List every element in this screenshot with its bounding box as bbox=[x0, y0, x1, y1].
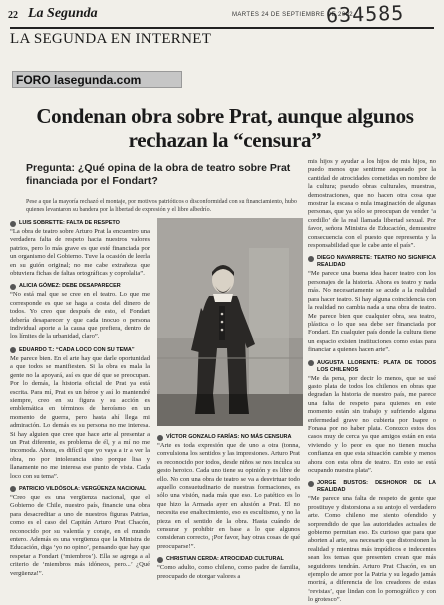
opinion-text: “Arte es toda expresión que de uno a otra (tonna, convulsiona los sentidos y las impresiones. Arturo Prat es reconocido por todos, desde niños se nos inculca su gesto heroico. Cada uno tiene su opinión y es libre de ello. No con una obra de teatro se va a desvirtuar todo aquello consuetudinario de nuestras formaciones, es sólo una visión, nada más que eso. Lo patético es lo que hizo la Armada ayer en alusión a Prat. El no necesita ese enaltecimiento, eso es escultismo, y no la pieza en el sentido de la obra. Hasta cuándo de censurar y prohibir en base a lo que algunos consideran correcto, ¡Por favor, hay otras cosas de qué preocuparse!”. bbox=[157, 442, 300, 550]
opinion-author: VÍCTOR GONZALO FARÍAS: NO MÁS CENSURA bbox=[166, 434, 292, 440]
opinion-author: LUIS SOBRETTE: FALTA DE RESPETO bbox=[19, 220, 120, 226]
column-left bbox=[10, 220, 150, 583]
opinion-text: “Creo que es una vergüenza nacional, que el Gobierno de Chile, nuestro país, financie una obra para desacreditar a uno de nuestros figuras Patrias, como es el caso del Capitán Arturo Prat Chacón, reconocido por su valentía y coraje, en el mundo entero. Además es una vergüenza que la Ministra de Educación, diga ‘yo no opino’, pensando que hay que respetar a Fondart (‘miembros’). Ella se agrega a al criterio de ‘miembros más idóneos, pero...’ ¿Qué vergüenza!”. bbox=[10, 493, 150, 577]
bullet-icon bbox=[10, 347, 16, 353]
opinion-item bbox=[10, 283, 150, 341]
page-number: 22 bbox=[8, 10, 18, 21]
opinion-item bbox=[308, 360, 436, 476]
opinion-author: JORGE BUSTOS: DESHONOR DE LA REALIDAD bbox=[317, 480, 436, 494]
opinion-text: “Me parece una buena idea hacer teatro con los personajes de la historia. Ahora es teatro y nada más. No necesariamente se acude a la realidad para hacer teatro. Si hay alguna coincidencia con la realidad no cambia nada a una obra de teatro. Me parece bien que cualquier obra, sea teatro, plástica o lo que sea debe ser financiada por Fondart. En cualquier país donde la cultura tiene un espacio existen instituciones como estas para financiar a quienes hacen arte”. bbox=[308, 270, 436, 354]
opinion-text: “No está mal que se cree en el teatro. Lo que me corresponde es que se haga a costa del dinero de todos. Yo creo que después de esto, el Fondart debería desaparecer y que cada inocuo o persona individual aporte a la causa que prefiera, dentro de los límites de la urbanidad, claro”. bbox=[10, 291, 150, 341]
opinion-item bbox=[157, 434, 300, 551]
opinion-author: CHRISTIAN CERDA: ATROCIDAD CULTURAL bbox=[166, 556, 284, 563]
opinion-item bbox=[10, 347, 150, 481]
bullet-icon bbox=[308, 481, 314, 487]
prat-portrait-photo bbox=[157, 218, 303, 426]
bullet-icon bbox=[308, 256, 314, 262]
opinion-text: “La obra de teatro sobre Arturo Prat la encuentro una verdadera falta de respeto hacia nuestros valores patrios, pero lo más grave es que esté financiada por un organismo del Gobierno. Tuve la ocasión de leerla en su guión original; no me cabe extrañeza que obtuviera fichas de faltas ortográficas y coprolalia”. bbox=[10, 228, 150, 278]
column-right bbox=[308, 158, 436, 604]
opinion-text: Me parece bien. En el arte hay que darle oportunidad a que todos se manifiesten. Si la obra es mala la gente no la apoyará, así es que dé que se preocupan. Por lo demás, la historia oficial de Prat ya está escrita. Para mí, Prat es un héroe y así lo mantendré siempre, creo en su figura y su acción es emblemática en términos de heroísmo en un momento de guerra, pero hasta ahí llega mi admiración. Lo demás es su persona no me interesa. Si hay alguien que cree que hace arte al presentar a un Prat diferente, es problema de él, y a mí no me incomoda. Ahora, es difícil que yo vaya a ir a ver la obra, no por intolerancia sino porque lisa y llanamente no me interesa ese punto de vista. Cada loco con su tema”. bbox=[10, 354, 150, 480]
opinion-text: “Como adulto, como chileno, como padre de familia, preocupado de otorgar valores a bbox=[157, 564, 300, 580]
foro-tag-label: FORO lasegunda.com bbox=[16, 73, 142, 87]
opinion-author: AUGUSTA LLORENTE: PLATA DE TODOS LOS CHILENOS bbox=[317, 359, 436, 373]
opinion-item bbox=[308, 255, 436, 354]
opinion-continuation bbox=[308, 158, 436, 250]
opinion-item bbox=[10, 220, 150, 278]
issue-date: MARTES 24 DE SEPTIEMBRE DE 2002 bbox=[232, 12, 353, 18]
opinion-text: “Me da pena, por decir lo menos, que se usé gasto plata de todos los chilenos en obras que degradan la historia de nuestro país, me parece una falta de respeto para quienes en este momento están sin trabajo y sufriendo alguna enfermedad grave no cubierta por Isapre o Fonasa por no haber plata. Conozco estos dos casos muy de cerca ya que amigos están en esta viviendo y lo peor es que no tienen mucha confianza en que esta situación cambie y menos ahora con esta obra de teatro. En esto se está ocupando nuestra plata”. bbox=[308, 374, 436, 474]
bullet-icon bbox=[157, 557, 163, 563]
bullet-icon bbox=[10, 221, 16, 227]
handwritten-clip-id: 634585 bbox=[325, 0, 405, 28]
opinion-author: ALICIA GÓMEZ: DEBE DESAPARECER bbox=[19, 283, 121, 290]
bullet-icon bbox=[10, 486, 16, 492]
section-title: LA SEGUNDA EN INTERNET bbox=[10, 31, 212, 47]
opinion-item bbox=[10, 486, 150, 578]
opinion-item bbox=[308, 480, 436, 604]
opinion-text: mis hijos y ayudar a los hijos de mis hijos, no puedo menos que sentirme asqueado por la cantidad de atrocidades cometidas en nombre de la cultura; pseudo obras culturales, muestras, demostraciones, que no hacen otra cosa que mostrar la escasa o nula imaginación de algunas personas, que ya sólo se preocupan de vender ‘a cordillo’ de la real llamada libertad sexual. Por favor, señora Ministra de Educación, demuestre consecuencia con el puesto que representa y la responsabilidad que le cabe ante el país”. bbox=[308, 158, 436, 250]
bullet-icon bbox=[157, 435, 163, 441]
bullet-icon bbox=[10, 284, 16, 290]
intro-text: Pese a que la mayoría rechazó el montaje, por motivos patrióticos o disconformidad con su financiamiento, hubo quienes levantaron su bandera por la libertad de expresión y el libre albedrío. bbox=[26, 199, 297, 213]
column-middle bbox=[157, 434, 300, 586]
masthead bbox=[8, 0, 438, 28]
section-rule bbox=[10, 27, 434, 29]
bullet-icon bbox=[308, 360, 314, 366]
foro-tag bbox=[12, 71, 182, 88]
headline: Condenan obra sobre Prat, aunque algunos rechazan la “censura” bbox=[36, 104, 414, 152]
paper-name: La Segunda bbox=[28, 6, 98, 21]
question: Pregunta: ¿Qué opina de la obra de teatro sobre Prat financiada por el Fondart? bbox=[26, 162, 291, 187]
portrait-illustration bbox=[157, 218, 303, 426]
opinion-author: EDUARDO T.: “CADA LOCO CON SU TEMA” bbox=[19, 346, 135, 353]
opinion-text: “Me parece una falta de respeto de gente que prostituye y distorsiona a su antojo el verdadero arte. Como chileno me siento ofendido y sorprendido de que las autoridades actuales de gobierno permitan eso. Es curioso que para que aborten al arte, sea necesario que distorsionen la realidad y mientras más impúdicos e indecentes sean los temas que presenten crean que más seguidores tendrán. Arturo Prat Chacón, es un ejemplo de amor por la Patria y su legado jamás morirá, a diferencia de los creadores de estas ‘revistas’, que lindan con lo pornográfico y con lo grotesco”. bbox=[308, 495, 436, 604]
opinion-item bbox=[157, 556, 300, 581]
opinion-author: PATRICIO VILDÓSOLA: VERGÜENZA NACIONAL bbox=[19, 485, 147, 492]
opinion-author: DIEGO NAVARRETE: TEATRO NO SIGNIFICA REALIDAD bbox=[317, 255, 436, 269]
